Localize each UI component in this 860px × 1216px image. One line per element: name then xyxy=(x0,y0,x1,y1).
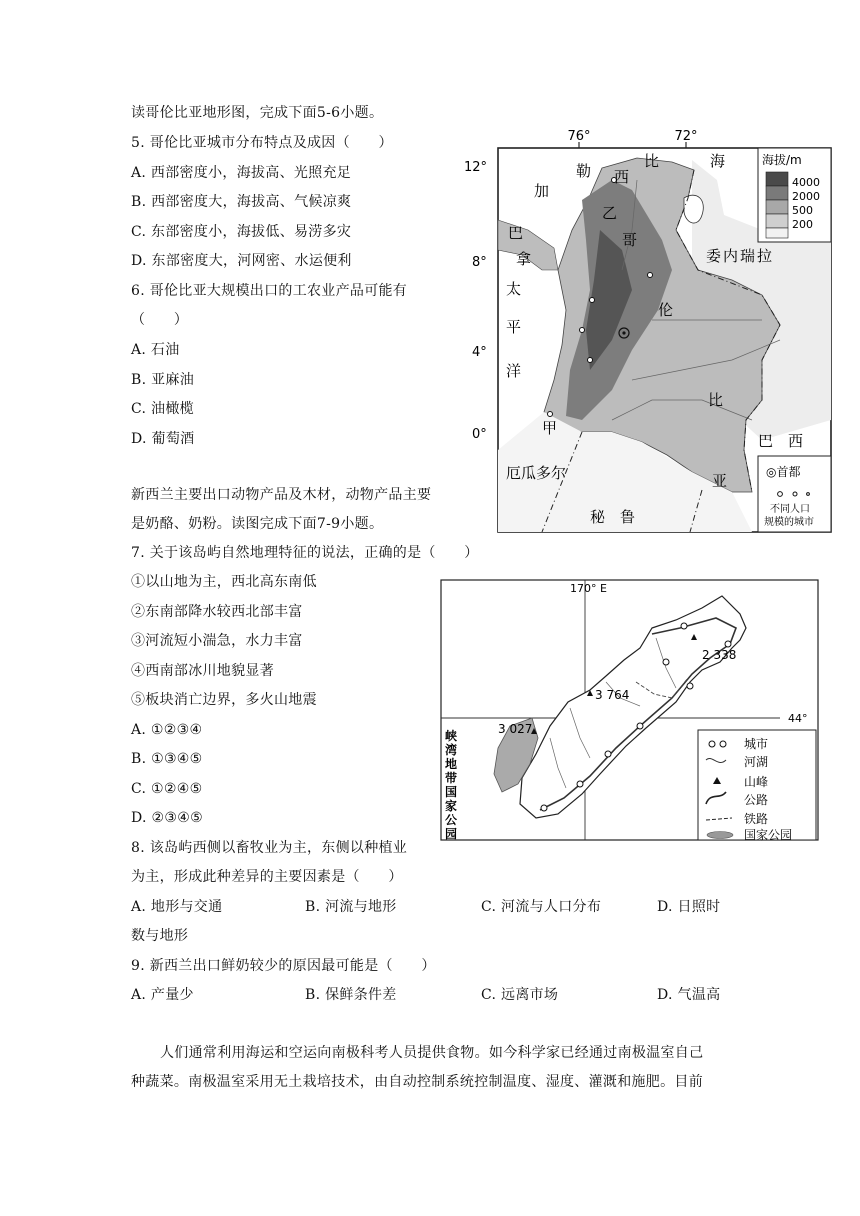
svg-text:家: 家 xyxy=(445,799,458,813)
legend-cities-2: 规模的城市 xyxy=(764,517,814,528)
lat-12-label: 12° xyxy=(464,160,488,175)
legend-title: 海拔/m xyxy=(762,153,802,167)
q7-statement-2: ②东南部降水较西北部丰富 xyxy=(131,604,303,620)
legend-railway: 铁路 xyxy=(744,812,769,826)
q9-option-b[interactable]: B. 保鲜条件差 xyxy=(305,987,397,1003)
label-lun: 伦 xyxy=(658,301,674,319)
svg-text:园: 园 xyxy=(445,827,458,841)
label-jia-point: 甲 xyxy=(542,419,558,437)
peak-3027-label: 3 027 xyxy=(498,722,533,736)
q8-option-d-cont: 数与地形 xyxy=(131,928,189,944)
q6-option-c[interactable]: C. 油橄榄 xyxy=(131,401,194,417)
q8-option-a[interactable]: A. 地形与交通 xyxy=(131,899,223,915)
q7-option-d[interactable]: D. ②③④⑤ xyxy=(131,810,203,826)
lon-72-label: 72° xyxy=(674,129,698,144)
legend-river: 河湖 xyxy=(744,755,769,769)
q7-statement-1: ①以山地为主，西北高东南低 xyxy=(131,574,317,590)
lat-8-label: 8° xyxy=(472,255,487,270)
peak-2338-label: 2 338 xyxy=(702,648,737,662)
q6-option-a[interactable]: A. 石油 xyxy=(131,342,180,358)
lat-44-label: 44° xyxy=(788,712,808,725)
legend-road: 公路 xyxy=(744,793,769,807)
label-yi: 乙 xyxy=(602,204,618,222)
lat-0-label: 0° xyxy=(472,427,487,442)
legend-peak: 山峰 xyxy=(744,775,769,789)
q9-stem: 9. 新西兰出口鲜奶较少的原因最可能是（ ） xyxy=(131,958,436,974)
svg-text:公: 公 xyxy=(445,813,458,827)
label-xi: 西 xyxy=(614,168,630,186)
legend-capital: ◎首都 xyxy=(766,465,801,479)
label-carib-le: 勒 xyxy=(576,162,592,180)
label-venezuela: 委内瑞拉 xyxy=(706,247,775,265)
lon-170-label: 170° E xyxy=(570,582,607,595)
legend-cities: 不同人口 xyxy=(770,504,810,515)
map2-legend xyxy=(698,730,816,842)
q6-stem: 6. 哥伦比亚大规模出口的工农业产品可能有 xyxy=(131,283,408,299)
label-ecuador: 厄瓜多尔 xyxy=(506,464,567,482)
q9-option-d[interactable]: D. 气温高 xyxy=(657,987,721,1003)
q5-option-b[interactable]: B. 西部密度大，海拔高、气候凉爽 xyxy=(131,194,352,210)
q5-option-d[interactable]: D. 东部密度大，河网密、水运便利 xyxy=(131,253,352,269)
q5-option-a[interactable]: A. 西部密度小，海拔高、光照充足 xyxy=(131,165,352,181)
q7-statement-5: ⑤板块消亡边界，多火山地震 xyxy=(131,692,317,708)
q7-stem: 7. 关于该岛屿自然地理特征的说法，正确的是（ ） xyxy=(131,545,479,561)
q8-stem-line1: 8. 该岛屿西侧以畜牧业为主，东侧以种植业 xyxy=(131,840,408,856)
legend-500: 500 xyxy=(792,204,813,217)
svg-text:湾: 湾 xyxy=(445,743,458,757)
city-legend xyxy=(758,456,831,532)
label-carib-bi: 比 xyxy=(644,152,660,170)
label-peru: 秘 鲁 xyxy=(590,508,636,526)
label-pacific-2: 平 xyxy=(506,318,522,336)
q6-option-d[interactable]: D. 葡萄酒 xyxy=(131,431,195,447)
intro-7-9-line2: 是奶酪、奶粉。读图完成下面7-9小题。 xyxy=(131,516,384,532)
lat-4-label: 4° xyxy=(472,345,487,360)
colombia-terrain-map xyxy=(462,120,842,535)
q7-option-b[interactable]: B. ①③④⑤ xyxy=(131,751,203,767)
q5-stem: 5. 哥伦比亚城市分布特点及成因（ ） xyxy=(131,135,393,151)
new-zealand-map xyxy=(440,578,820,842)
q8-option-c[interactable]: C. 河流与人口分布 xyxy=(481,899,602,915)
svg-text:地: 地 xyxy=(445,757,458,771)
q7-option-a[interactable]: A. ①②③④ xyxy=(131,722,203,738)
svg-text:国: 国 xyxy=(445,785,458,799)
elevation-legend xyxy=(758,148,831,242)
legend-city: 城市 xyxy=(744,737,769,751)
label-carib-hai: 海 xyxy=(710,152,726,170)
label-pacific-3: 洋 xyxy=(506,362,522,380)
peak-3764-label: 3 764 xyxy=(595,688,630,702)
q7-statement-4: ④西南部冰川地貌显著 xyxy=(131,663,274,679)
q9-option-c[interactable]: C. 远离市场 xyxy=(481,987,559,1003)
q7-option-c[interactable]: C. ①②④⑤ xyxy=(131,781,203,797)
label-ya: 亚 xyxy=(712,472,728,490)
label-panama-2: 拿 xyxy=(516,250,532,268)
lake-maracaibo xyxy=(684,195,703,223)
lon-76-label: 76° xyxy=(567,129,591,144)
intro-7-9-line1: 新西兰主要出口动物产品及木材，动物产品主要 xyxy=(131,487,432,503)
legend-200: 200 xyxy=(792,218,813,231)
paragraph-line1: 人们通常利用海运和空运向南极科考人员提供食物。如今科学家已经通过南极温室自己 xyxy=(160,1045,704,1061)
label-carib-jia: 加 xyxy=(534,182,550,200)
q8-option-b[interactable]: B. 河流与地形 xyxy=(305,899,397,915)
label-pacific-1: 太 xyxy=(506,280,522,298)
label-ge: 哥 xyxy=(622,231,638,249)
legend-park: 国家公园 xyxy=(744,828,793,842)
q9-option-a[interactable]: A. 产量少 xyxy=(131,987,194,1003)
label-panama-1: 巴 xyxy=(508,224,524,242)
intro-5-6: 读哥伦比亚地形图，完成下面5-6小题。 xyxy=(131,105,384,121)
paragraph-line2: 种蔬菜。南极温室采用无土栽培技术，由自动控制系统控制温度、湿度、灌溉和施肥。目前 xyxy=(131,1074,703,1090)
svg-text:峡: 峡 xyxy=(445,729,458,743)
label-bi: 比 xyxy=(708,391,724,409)
label-brazil: 巴 西 xyxy=(758,432,804,450)
legend-4000: 4000 xyxy=(792,176,820,189)
svg-text:带: 带 xyxy=(445,771,458,785)
q5-option-c[interactable]: C. 东部密度小，海拔低、易涝多灾 xyxy=(131,224,352,240)
legend-2000: 2000 xyxy=(792,190,820,203)
park-vertical-label xyxy=(445,728,457,841)
q6-option-b[interactable]: B. 亚麻油 xyxy=(131,372,194,388)
q7-statement-3: ③河流短小湍急，水力丰富 xyxy=(131,633,303,649)
q8-stem-line2: 为主，形成此种差异的主要因素是（ ） xyxy=(131,869,403,885)
q6-paren: （ ） xyxy=(131,312,189,328)
q8-option-d[interactable]: D. 日照时 xyxy=(657,899,721,915)
